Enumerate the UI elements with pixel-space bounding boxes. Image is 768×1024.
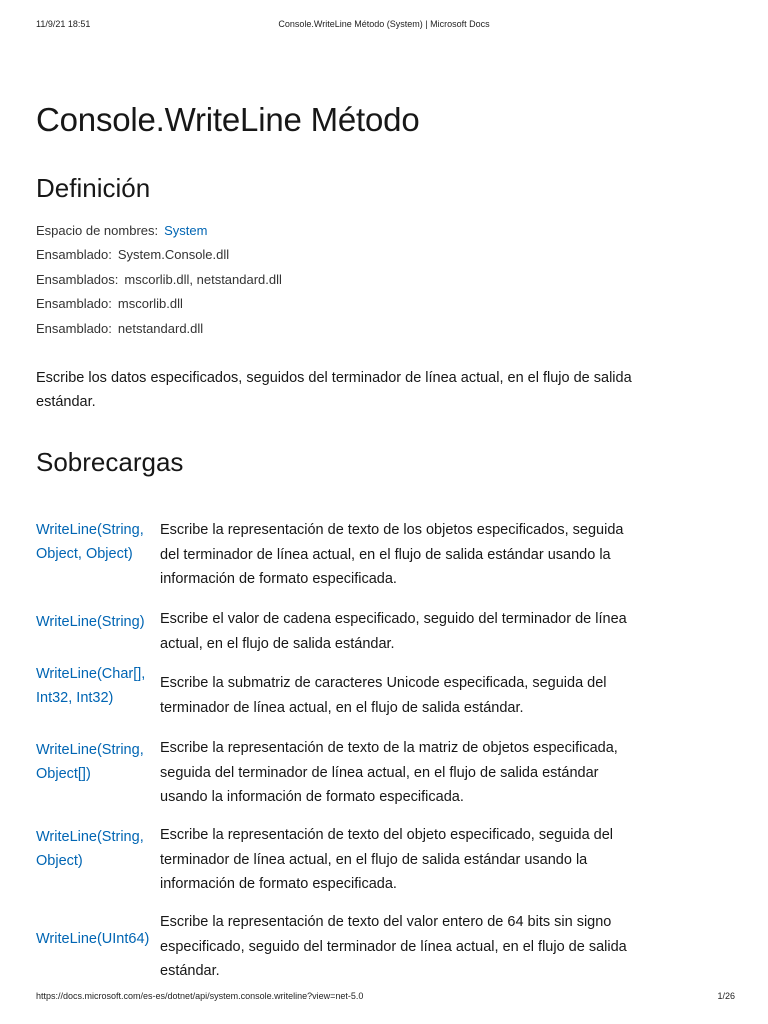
- overload-description: Escribe la representación de texto de los objetos especificados, seguida del terminador de línea actual, en el flujo de salida estándar usando la información de formato especificada.: [160, 522, 624, 587]
- meta-label: Espacio de nombres:: [36, 223, 159, 238]
- method-summary: Escribe los datos especificados, seguidos del terminador de línea actual, en el flujo de salida estándar.: [36, 370, 632, 410]
- meta-label: Ensamblado:: [36, 320, 112, 336]
- overload-link[interactable]: WriteLine(Char[], Int32, Int32): [36, 666, 146, 706]
- overload-description: Escribe la submatriz de caracteres Unicode especificada, seguida del terminador de línea actual, en el flujo de salida estándar.: [160, 675, 607, 716]
- overload-description: Escribe la representación de texto del objeto especificado, seguida del terminador de línea actual, en el flujo de salida estándar usando la información de formato especificada.: [160, 827, 614, 892]
- meta-row-assembly: [36, 320, 282, 344]
- print-footer: [0, 991, 768, 1005]
- print-page-title: Console.WriteLine Método (System) | Microsoft Docs: [278, 19, 490, 29]
- overload-link[interactable]: WriteLine(String, Object, Object): [36, 522, 144, 562]
- overload-link[interactable]: WriteLine(UInt64): [36, 931, 150, 947]
- meta-row-assembly: [36, 295, 282, 319]
- overload-description: Escribe la representación de texto de la matriz de objetos especificada, seguida del terminador de línea actual, en el flujo de salida estándar usando la información de formato especificada.: [160, 740, 618, 805]
- meta-value: mscorlib.dll: [117, 296, 183, 312]
- overload-description: Escribe el valor de cadena especificado, seguido del terminador de línea actual, en el flujo de salida estándar.: [160, 611, 627, 652]
- definition-meta: [36, 222, 282, 344]
- definition-heading: Definición: [36, 173, 151, 203]
- meta-row-namespace: [36, 222, 282, 246]
- meta-row-assembly: [36, 246, 282, 270]
- print-header: [0, 19, 768, 33]
- namespace-link[interactable]: System: [164, 223, 208, 238]
- overload-link[interactable]: WriteLine(String, Object[]): [36, 742, 144, 782]
- overloads-heading: Sobrecargas: [36, 447, 184, 477]
- overload-link[interactable]: WriteLine(String): [36, 614, 145, 630]
- print-url: https://docs.microsoft.com/es-es/dotnet/api/system.console.writeline?view=net-5.0: [36, 991, 364, 1001]
- meta-label: Ensamblado:: [36, 247, 112, 263]
- meta-value: mscorlib.dll, netstandard.dll: [124, 271, 282, 287]
- meta-row-assemblies: [36, 271, 282, 295]
- meta-label: Ensamblados:: [36, 271, 119, 287]
- meta-value: netstandard.dll: [117, 320, 204, 336]
- meta-value: System.Console.dll: [117, 247, 230, 263]
- page-title: Console.WriteLine Método: [36, 101, 420, 138]
- overload-description: Escribe la representación de texto del valor entero de 64 bits sin signo especificado, seguido del terminador de línea actual, en el flujo de salida estándar.: [160, 914, 627, 979]
- print-page-number: 1/26: [717, 991, 735, 1001]
- print-date: 11/9/21 18:51: [36, 19, 91, 29]
- overload-link[interactable]: WriteLine(String, Object): [36, 829, 144, 869]
- meta-label: Ensamblado:: [36, 296, 112, 312]
